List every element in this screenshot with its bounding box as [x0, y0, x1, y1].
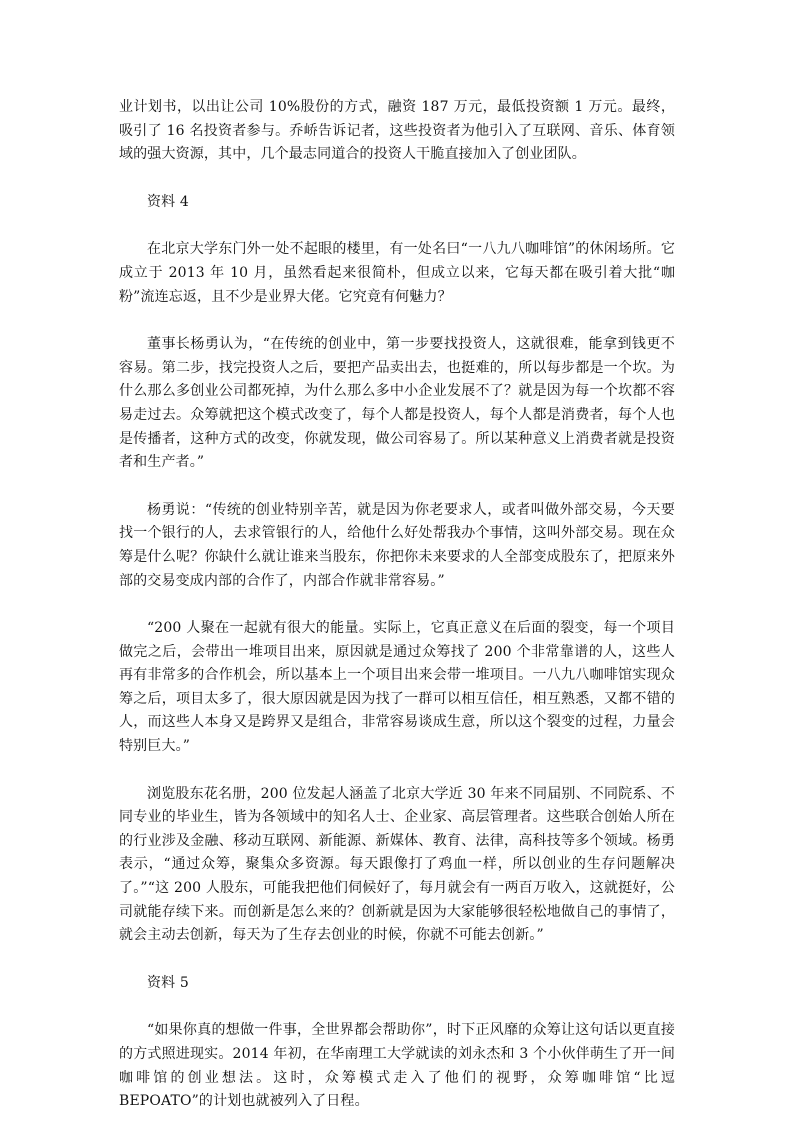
document-body	[119, 96, 675, 1114]
paragraph-continuation: 业计划书，以出让公司 10%股份的方式，融资 187 万元，最低投资额 1 万元。最终，吸引了 16 名投资者参与。乔峤告诉记者，这些投资者为他引入了互联网、音乐、体育领域的强大资源，其中，几个最志同道合的投资人干脆直接加入了创业团队。	[119, 99, 675, 163]
paragraph-yang-quote: 杨勇说：“传统的创业特别辛苦，就是因为你老要求人，或者叫做外部交易，今天要找一个银行的人，去求管银行的人，给他什么好处帮我办个事情，这叫外部交易。现在众筹是什么呢？你缺什么就让谁来当股东，你把你未来要求的人全部变成股东了，把原来外部的交易变成内部的合作了，内部合作就非常容易。”	[119, 501, 675, 589]
section-heading-material-4: 资料 4	[147, 193, 189, 210]
section-heading-material-5: 资料 5	[147, 974, 189, 991]
paragraph-bepoato: “如果你真的想做一件事，全世界都会帮助你”，时下正风靡的众筹让这句话以更直接的方式照进现实。2014 年初，在华南理工大学就读的刘永杰和 3 个小伙伴萌生了开一间咖啡馆的创业想法。这时，众筹模式走入了他们的视野，众筹咖啡馆“比逗 BEPOATO”的计划也就被列入了日程。	[119, 1022, 675, 1110]
paragraph-cafe-intro: 在北京大学东门外一处不起眼的楼里，有一处名曰“一八九八咖啡馆”的休闲场所。它成立于 2013 年 10 月，虽然看起来很简朴，但成立以来，它每天都在吸引着大批“咖粉”流连忘返，且不少是业界大佬。它究竟有何魅力？	[119, 241, 675, 305]
paragraph-200-people: “200 人聚在一起就有很大的能量。实际上，它真正意义在后面的裂变，每一个项目做完之后，会带出一堆项目出来，原因就是通过众筹找了 200 个非常靠谱的人，这些人再有非常多的合作机会，所以基本上一个项目出来会带一堆项目。一八九八咖啡馆实现众筹之后，项目太多了，很大原因就是因为找了一群可以相互信任，相互熟悉，又都不错的人，而这些人本身又是跨界又是组合，非常容易谈成生意，所以这个裂变的过程，力量会特别巨大。”	[119, 620, 675, 755]
paragraph-chairman-view: 董事长杨勇认为，“在传统的创业中，第一步要找投资人，这就很难，能拿到钱更不容易。第二步，找完投资人之后，要把产品卖出去，也挺难的，所以每步都是一个坎。为什么那么多创业公司都死掉，为什么那么多中小企业发展不了？就是因为每一个坎都不容易走过去。众筹就把这个模式改变了，每个人都是投资人，每个人都是消费者，每个人也是传播者，这种方式的改变，你就发现，做公司容易了。所以某种意义上消费者就是投资者和生产者。”	[119, 336, 675, 471]
paragraph-shareholder-list: 浏览股东花名册，200 位发起人涵盖了北京大学近 30 年来不同届别、不同院系、不同专业的毕业生，皆为各领域中的知名人士、企业家、高层管理者。这些联合创始人所在的行业涉及金融、移动互联网、新能源、新媒体、教育、法律，高科技等多个领域。杨勇表示，“通过众筹，聚集众多资源。每天跟像打了鸡血一样，所以创业的生存问题解决了。”“这 200 人股东，可能我把他们伺候好了，每月就会有一两百万收入，这就挺好，公司就能存续下来。而创新是怎么来的？创新就是因为大家能够很轻松地做自己的事情了，就会主动去创新，每天为了生存去创业的时候，你就不可能去创新。”	[119, 785, 675, 944]
